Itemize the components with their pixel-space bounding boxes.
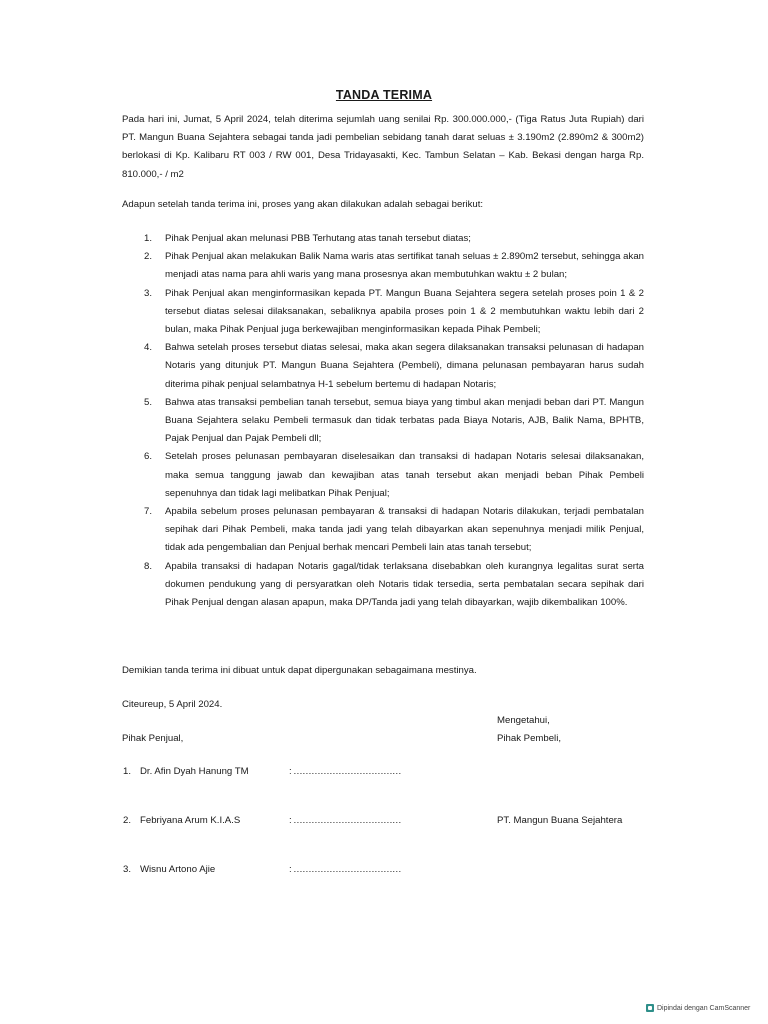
list-item bbox=[122, 285, 644, 340]
list-number: 1. bbox=[144, 233, 153, 244]
signer-number: 3. bbox=[123, 864, 132, 875]
list-number: 2. bbox=[144, 251, 153, 263]
signer-name: Wisnu Artono Ajie bbox=[140, 864, 216, 875]
list-number: 8. bbox=[144, 560, 153, 572]
list-item bbox=[122, 558, 644, 613]
seller-label: Pihak Penjual, bbox=[122, 733, 184, 744]
signature-line: : ……………………………… bbox=[289, 766, 402, 777]
place-date: Citeureup, 5 April 2024. bbox=[122, 699, 223, 710]
list-number: 5. bbox=[144, 396, 153, 408]
signer-name: Febriyana Arum K.I.A.S bbox=[140, 815, 241, 826]
intro-paragraph: Pada hari ini, Jumat, 5 April 2024, telah diterima sejumlah uang senilai Rp. 300.000.000,- (Tiga Ratus Juta Rupiah) dari PT. Mangun Buana Sejahtera sebagai tanda jadi pembelian sebidang tanah darat seluas ± 3.190m2 (2.890m2 & 300m2) berlokasi di Kp. Kalibaru RT 003 / RW 001, Desa Tridayasakti, Kec. Tambun Selatan – Kab. Bekasi dengan harga Rp. 810.000,- / m2 bbox=[122, 114, 644, 180]
process-list bbox=[122, 230, 644, 612]
signer-name: Dr. Afin Dyah Hanung TM bbox=[140, 766, 249, 777]
buyer-company: PT. Mangun Buana Sejahtera bbox=[497, 815, 623, 826]
signature-line: : ……………………………… bbox=[289, 864, 402, 875]
list-number: 4. bbox=[144, 342, 153, 354]
signature-line: : ……………………………… bbox=[289, 815, 402, 826]
list-text: Pihak Penjual akan melunasi PBB Terhutang atas tanah tersebut diatas; bbox=[165, 233, 471, 244]
scanner-badge bbox=[646, 1004, 750, 1012]
signer-number: 2. bbox=[123, 815, 132, 826]
list-item bbox=[122, 394, 644, 449]
closing-paragraph: Demikian tanda terima ini dibuat untuk dapat dipergunakan sebagaimana mestinya. bbox=[122, 665, 477, 676]
list-number: 3. bbox=[144, 287, 153, 299]
list-text: Bahwa atas transaksi pembelian tanah tersebut, semua biaya yang timbul akan menjadi beban dari PT. Mangun Buana Sejahtera selaku Pembeli termasuk dan tidak terbatas pada Biaya Notaris, AJB, Balik Nama, BPHTB, Pajak Penjual dan Pajak Pembeli dll; bbox=[165, 396, 644, 445]
document-title: TANDA TERIMA bbox=[335, 88, 433, 102]
list-text: Bahwa setelah proses tersebut diatas selesai, maka akan segera dilaksanakan transaksi pelunasan di hadapan Notaris yang ditunjuk PT. Mangun Buana Sejahtera (Pembeli), dimana pelunasan pembayaran harus sudah diterima pihak penjual selambatnya H-1 sebelum bertemu di hadapan Notaris; bbox=[165, 342, 644, 390]
acknowledged-label: Mengetahui, bbox=[497, 715, 550, 726]
buyer-label: Pihak Pembeli, bbox=[497, 733, 561, 744]
list-item bbox=[122, 248, 644, 284]
scanner-text: Dipindai dengan CamScanner bbox=[657, 1004, 751, 1012]
list-number: 7. bbox=[144, 506, 153, 518]
list-text: Setelah proses pelunasan pembayaran diselesaikan dan transaksi di hadapan Notaris selesai dilaksanakan, maka semua tanggung jawab dan kewajiban atas tanah tersebut akan menjadi beban Pihak Pembeli sepenuhnya dan tidak lagi melibatkan Pihak Penjual; bbox=[165, 451, 644, 499]
list-item bbox=[122, 448, 644, 503]
list-text: Apabila transaksi di hadapan Notaris gagal/tidak terlaksana disebabkan oleh kurangnya legalitas surat serta dokumen pendukung yang di persyaratkan oleh Notaris tidak tersedia, serta pembatalan secara sepihak dari Pihak Penjual dengan alasan apapun, maka DP/Tanda jadi yang telah dibayarkan, wajib dikembalikan 100%. bbox=[165, 560, 644, 609]
list-text: Apabila sebelum proses pelunasan pembayaran & transaksi di hadapan Notaris dilakukan, terjadi pembatalan sepihak dari Pihak Pembeli, maka tanda jadi yang telah dibayarkan akan sepenuhnya menjadi milik Penjual, tidak ada pengembalian dan Penjual berhak mencari Pembeli lain atas tanah tersebut; bbox=[165, 506, 644, 554]
list-item bbox=[122, 503, 644, 558]
list-text: Pihak Penjual akan melakukan Balik Nama waris atas sertifikat tanah seluas ± 2.890m2 tersebut, sehingga akan menjadi atas nama para ahli waris yang mana prosesnya akan membutuhkan waktu ± 2 bulan; bbox=[165, 251, 644, 281]
list-text: Pihak Penjual akan menginformasikan kepada PT. Mangun Buana Sejahtera segera setelah proses poin 1 & 2 tersebut diatas selesai dilaksanakan, sebaliknya apabila proses poin 1 & 2 membutuhkan waktu lebih dari 2 bulan, maka Pihak Penjual juga berkewajiban menginformasikan kepada Pihak Pembeli; bbox=[165, 287, 644, 336]
list-number: 6. bbox=[144, 451, 153, 463]
list-item bbox=[122, 339, 644, 394]
list-item bbox=[122, 230, 644, 248]
camscanner-logo-icon bbox=[646, 1004, 654, 1012]
lead-paragraph: Adapun setelah tanda terima ini, proses yang akan dilakukan adalah sebagai berikut: bbox=[122, 199, 484, 210]
signer-number: 1. bbox=[123, 766, 132, 777]
